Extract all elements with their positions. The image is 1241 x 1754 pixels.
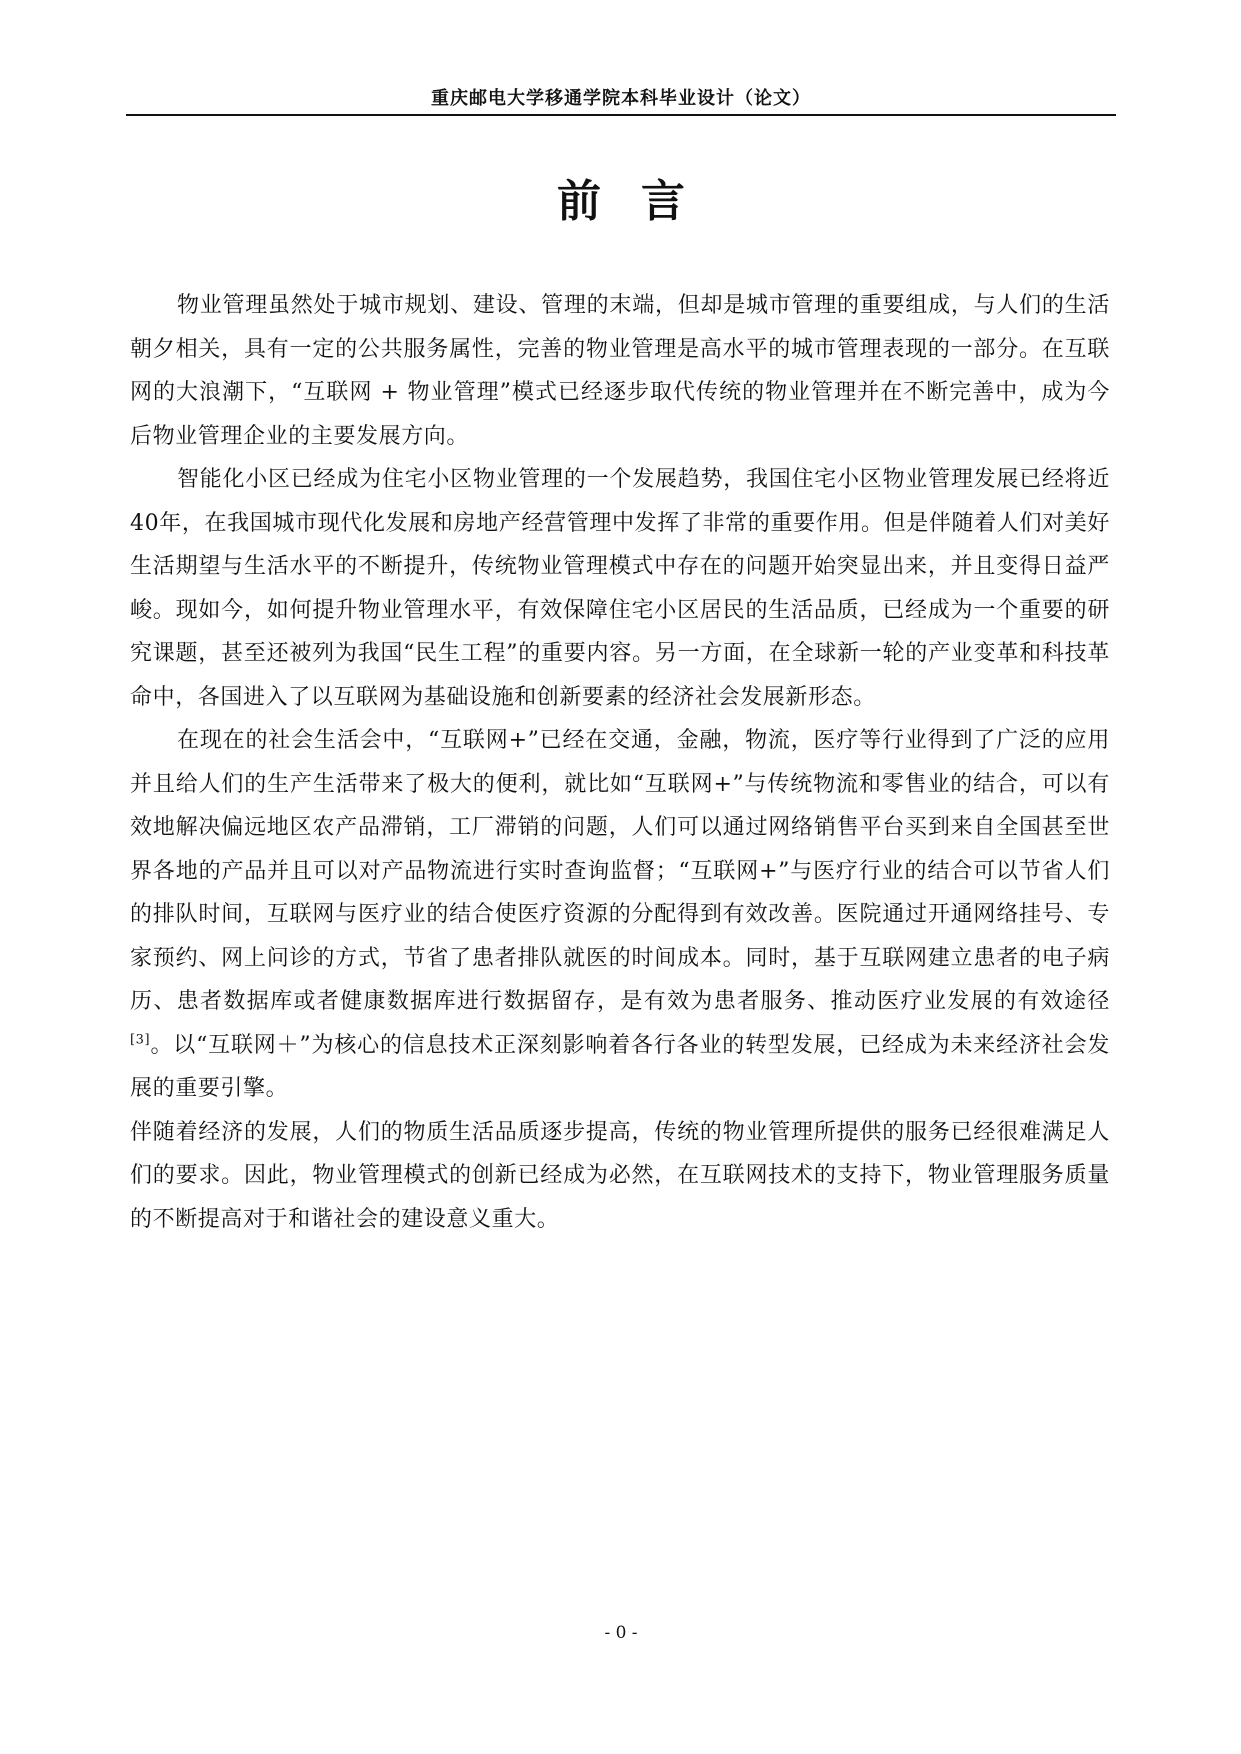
paragraph-2: 智能化小区已经成为住宅小区物业管理的一个发展趋势，我国住宅小区物业管理发展已经将近40年，在我国城市现代化发展和房地产经营管理中发挥了非常的重要作用。但是伴随着人们对美好生活期望与生活水平的不断提升，传统物业管理模式中存在的问题开始突显出来，并且变得日益严峻。现如今，如何提升物业管理水平，有效保障住宅小区居民的生活品质，已经成为一个重要的研究课题，甚至还被列为我国“民生工程”的重要内容。另一方面，在全球新一轮的产业变革和科技革命中，各国进入了以互联网为基础设施和创新要素的经济社会发展新形态。 bbox=[130, 467, 1110, 710]
page-header: 重庆邮电大学移通学院本科毕业设计（论文） bbox=[431, 88, 811, 109]
page-title: 前言 bbox=[557, 176, 725, 227]
paragraph-3 bbox=[130, 719, 1110, 1111]
paragraph-4: 伴随着经济的发展，人们的物质生活品质逐步提高，传统的物业管理所提供的服务已经很难满足人们的要求。因此，物业管理模式的创新已经成为必然，在互联网技术的支持下，物业管理服务质量的不断提高对于和谐社会的建设意义重大。 bbox=[130, 1119, 1110, 1232]
paragraph-3-text-before-citation: 在现在的社会生活会中，“互联网+”已经在交通，金融，物流，医疗等行业得到了广泛的应用并且给人们的生产生活带来了极大的便利，就比如“互联网+”与传统物流和零售业的结合，可以有效地解决偏远地区农产品滞销，工厂滞销的问题，人们可以通过网络销售平台买到来自全国甚至世界各地的产品并且可以对产品物流进行实时查询监督；“互联网+”与医疗行业的结合可以节省人们的排队时间，互联网与医疗业的结合使医疗资源的分配得到有效改善。医院通过开通网络挂号、专家预约、网上问诊的方式，节省了患者排队就医的时间成本。同时，基于互联网建立患者的电子病历、患者数据库或者健康数据库进行数据留存，是有效为患者服务、推动医疗业发展的有效途径 bbox=[130, 728, 1110, 1014]
paragraph-1: 物业管理虽然处于城市规划、建设、管理的末端，但却是城市管理的重要组成，与人们的生活朝夕相关，具有一定的公共服务属性，完善的物业管理是高水平的城市管理表现的一部分。在互联网的大浪潮下，“互联网 + 物业管理”模式已经逐步取代传统的物业管理并在不断完善中，成为今后物业管理企业的主要发展方向。 bbox=[130, 293, 1110, 449]
paragraph-3-text-after-citation: 。以“互联网＋”为核心的信息技术正深刻影响着各行各业的转型发展，已经成为未来经济社会发展的重要引擎。 bbox=[130, 1032, 1110, 1101]
body-text bbox=[130, 284, 1110, 1241]
page-number: - 0 - bbox=[604, 1623, 638, 1643]
citation-marker[interactable]: [3] bbox=[130, 1032, 151, 1048]
header-rule bbox=[126, 114, 1116, 116]
